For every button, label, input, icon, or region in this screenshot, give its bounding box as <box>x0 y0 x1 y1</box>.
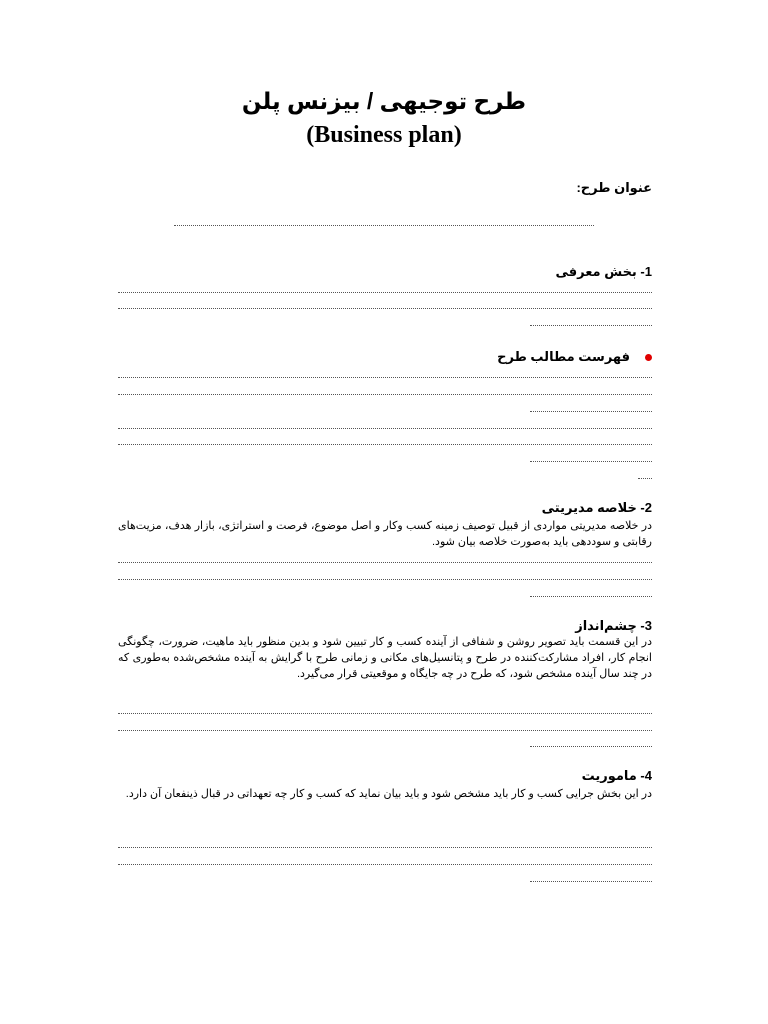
section-summary-heading: 2- خلاصه مدیریتی <box>541 500 652 515</box>
bullet-icon <box>645 354 652 361</box>
fill-line <box>118 428 652 429</box>
section-mission-heading: 4- ماموریت <box>581 768 652 783</box>
fill-line <box>118 308 652 309</box>
fill-line <box>118 847 652 848</box>
fill-line <box>530 746 652 747</box>
fill-line <box>530 411 652 412</box>
document-title-english: (Business plan) <box>306 122 462 148</box>
section-intro-heading: 1- بخش معرفی <box>555 264 652 279</box>
section-summary-body: در خلاصه مدیریتی مواردی از قبیل توصیف زمینه کسب وکار و اصل موضوع، فرصت و استراتژی، بازار هدف، مزیت‌های رقابتی و سوددهی باید به‌صورت خلاصه بیان شود. <box>118 520 652 548</box>
fill-line <box>118 579 652 580</box>
fill-line <box>530 881 652 882</box>
plan-title-label: عنوان طرح: <box>576 180 652 195</box>
section-vision-body: در این قسمت باید تصویر روشن و شفافی از آینده کسب و کار تبیین شود و بدین منظور باید ماهیت، ضرورت، چگونگی انجام کار، افراد مشارکت‌کننده در طرح و پتانسیل‌های مکانی و زمانی طرح با گرایش به آینده مشخص‌شده به‌طوری که در چند سال آینده مشخص شود، که طرح در چه جایگاه و موقعیتی قرار می‌گیرد. <box>118 636 652 680</box>
document-title-persian: طرح توجیهی / بیزنس پلن <box>241 88 527 114</box>
fill-line <box>638 478 652 479</box>
fill-line <box>530 461 652 462</box>
fill-line <box>118 713 652 714</box>
fill-line <box>118 444 652 445</box>
fill-line <box>118 394 652 395</box>
fill-line <box>118 377 652 378</box>
fill-line <box>118 562 652 563</box>
section-mission-body: در این بخش جرایی کسب و کار باید مشخص شود و باید بیان نماید که کسب و کار چه تعهداتی در قبال ذینفعان آن دارد. <box>125 788 652 800</box>
fill-line <box>530 596 652 597</box>
fill-line <box>118 730 652 731</box>
section-vision-heading: 3- چشم‌انداز <box>575 618 652 633</box>
fill-line <box>118 292 652 293</box>
section-toc-heading: فهرست مطالب طرح <box>497 349 630 364</box>
plan-title-fill-line <box>174 225 594 226</box>
fill-line <box>530 325 652 326</box>
fill-line <box>118 864 652 865</box>
